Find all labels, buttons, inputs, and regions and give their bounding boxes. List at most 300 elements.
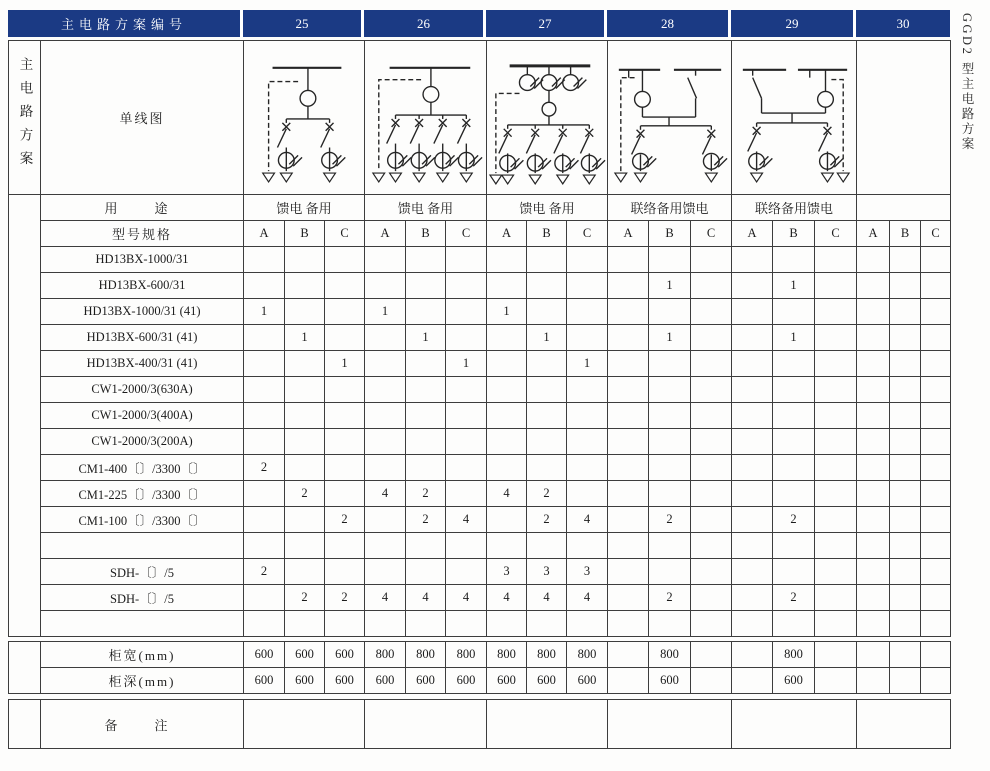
quantity-cell: 2 <box>649 507 691 533</box>
quantity-cell <box>365 377 406 403</box>
quantity-cell <box>487 611 527 637</box>
quantity-cell <box>244 325 285 351</box>
quantity-cell <box>244 481 285 507</box>
quantity-cell <box>921 481 951 507</box>
quantity-cell <box>244 611 285 637</box>
quantity-cell <box>406 403 446 429</box>
quantity-cell <box>857 559 890 585</box>
quantity-cell: 4 <box>567 507 608 533</box>
quantity-cell <box>285 247 325 273</box>
model-label: HD13BX-1000/31 <box>41 247 244 273</box>
quantity-cell <box>285 507 325 533</box>
quantity-cell <box>365 507 406 533</box>
quantity-cell <box>325 455 365 481</box>
quantity-cell: 1 <box>365 299 406 325</box>
quantity-cell <box>732 247 773 273</box>
usage-cell: 馈电 备用 <box>487 195 608 221</box>
cabinet-width-cell: 800 <box>446 642 487 668</box>
quantity-cell: 1 <box>649 273 691 299</box>
left-spacer-column <box>9 700 41 749</box>
quantity-cell: 1 <box>244 299 285 325</box>
quantity-cell <box>649 455 691 481</box>
quantity-cell <box>857 247 890 273</box>
quantity-cell <box>365 351 406 377</box>
quantity-cell <box>815 481 857 507</box>
quantity-cell <box>446 533 487 559</box>
quantity-cell: 2 <box>325 507 365 533</box>
quantity-cell <box>325 611 365 637</box>
diagram-row-label: 单线图 <box>41 41 244 195</box>
quantity-cell <box>649 481 691 507</box>
quantity-cell <box>691 429 732 455</box>
quantity-cell <box>608 481 649 507</box>
model-row <box>9 533 951 559</box>
quantity-cell <box>857 507 890 533</box>
quantity-cell <box>649 299 691 325</box>
quantity-cell <box>608 611 649 637</box>
quantity-cell <box>857 455 890 481</box>
spec-subcolumn: A <box>487 221 527 247</box>
quantity-cell <box>406 273 446 299</box>
spec-subcolumn: A <box>732 221 773 247</box>
quantity-cell <box>921 325 951 351</box>
quantity-cell <box>857 429 890 455</box>
quantity-cell <box>815 585 857 611</box>
quantity-cell: 3 <box>487 559 527 585</box>
quantity-cell: 2 <box>773 507 815 533</box>
quantity-cell <box>921 611 951 637</box>
quantity-cell <box>527 299 567 325</box>
quantity-cell <box>244 507 285 533</box>
cabinet-width-cell <box>857 642 890 668</box>
quantity-cell <box>890 377 921 403</box>
quantity-cell <box>325 559 365 585</box>
cabinet-width-cell: 600 <box>244 642 285 668</box>
quantity-cell: 2 <box>527 481 567 507</box>
cabinet-depth-cell: 600 <box>285 668 325 694</box>
header-scheme-number: 25 <box>243 10 364 37</box>
left-spacer-column <box>9 642 41 694</box>
quantity-cell <box>773 299 815 325</box>
quantity-cell <box>857 481 890 507</box>
quantity-cell: 1 <box>406 325 446 351</box>
model-row <box>9 507 951 533</box>
quantity-cell <box>732 455 773 481</box>
quantity-cell <box>285 377 325 403</box>
quantity-cell <box>921 351 951 377</box>
quantity-cell <box>649 429 691 455</box>
quantity-cell <box>732 585 773 611</box>
model-row <box>9 455 951 481</box>
quantity-cell: 4 <box>527 585 567 611</box>
quantity-cell <box>815 377 857 403</box>
scheme-header-title: 主电路方案编号 <box>8 10 243 37</box>
quantity-cell <box>691 247 732 273</box>
quantity-cell <box>487 325 527 351</box>
cabinet-width-cell <box>921 642 951 668</box>
quantity-cell <box>691 585 732 611</box>
quantity-cell <box>244 403 285 429</box>
remark-cell <box>732 700 857 749</box>
quantity-cell <box>773 403 815 429</box>
quantity-cell <box>732 429 773 455</box>
model-label: SDH-〔〕/5 <box>41 585 244 611</box>
quantity-cell: 4 <box>406 585 446 611</box>
quantity-cell <box>815 299 857 325</box>
quantity-cell <box>773 533 815 559</box>
quantity-cell <box>815 455 857 481</box>
cabinet-width-row <box>9 642 951 668</box>
scheme-26-diagram <box>365 41 487 195</box>
quantity-cell <box>487 455 527 481</box>
quantity-cell <box>325 533 365 559</box>
model-label: HD13BX-600/31 (41) <box>41 325 244 351</box>
model-label: HD13BX-600/31 <box>41 273 244 299</box>
quantity-cell: 3 <box>527 559 567 585</box>
quantity-cell <box>285 533 325 559</box>
cabinet-width-cell <box>732 642 773 668</box>
quantity-cell <box>244 351 285 377</box>
quantity-cell <box>890 429 921 455</box>
usage-row-label: 用 途 <box>41 195 244 221</box>
quantity-cell <box>244 273 285 299</box>
quantity-cell <box>325 299 365 325</box>
model-row <box>9 611 951 637</box>
quantity-cell <box>285 611 325 637</box>
quantity-cell <box>567 455 608 481</box>
cabinet-width-cell: 800 <box>406 642 446 668</box>
quantity-cell <box>608 429 649 455</box>
cabinet-width-cell: 800 <box>649 642 691 668</box>
quantity-cell <box>365 403 406 429</box>
cabinet-depth-cell: 600 <box>244 668 285 694</box>
spec-subcolumn: A <box>365 221 406 247</box>
quantity-cell <box>487 507 527 533</box>
cabinet-width-label: 柜宽(mm) <box>41 642 244 668</box>
quantity-cell <box>691 507 732 533</box>
quantity-cell <box>567 247 608 273</box>
quantity-cell: 2 <box>406 481 446 507</box>
header-scheme-number: 27 <box>486 10 607 37</box>
quantity-cell <box>487 351 527 377</box>
quantity-cell <box>815 273 857 299</box>
quantity-cell: 1 <box>446 351 487 377</box>
model-row <box>9 325 951 351</box>
cabinet-width-cell <box>691 642 732 668</box>
quantity-cell: 1 <box>325 351 365 377</box>
model-label: CW1-2000/3(400A) <box>41 403 244 429</box>
quantity-cell <box>890 403 921 429</box>
quantity-cell <box>487 273 527 299</box>
quantity-cell <box>406 429 446 455</box>
quantity-cell <box>921 533 951 559</box>
cabinet-depth-cell <box>608 668 649 694</box>
quantity-cell <box>567 481 608 507</box>
model-label <box>41 533 244 559</box>
spec-subcolumn: B <box>527 221 567 247</box>
quantity-cell <box>446 273 487 299</box>
remark-cell <box>487 700 608 749</box>
model-label: CM1-100〔〕/3300〔〕 <box>41 507 244 533</box>
quantity-cell <box>890 273 921 299</box>
quantity-cell <box>732 533 773 559</box>
quantity-cell: 4 <box>446 507 487 533</box>
spec-subcolumn: B <box>890 221 921 247</box>
quantity-cell <box>773 429 815 455</box>
quantity-cell <box>325 247 365 273</box>
quantity-cell <box>567 325 608 351</box>
quantity-cell <box>365 611 406 637</box>
quantity-cell <box>691 611 732 637</box>
quantity-cell <box>567 611 608 637</box>
quantity-cell <box>365 273 406 299</box>
quantity-cell: 2 <box>527 507 567 533</box>
cabinet-depth-cell: 600 <box>446 668 487 694</box>
quantity-cell <box>527 611 567 637</box>
quantity-cell <box>365 533 406 559</box>
quantity-cell <box>608 325 649 351</box>
quantity-cell <box>608 377 649 403</box>
quantity-cell <box>649 611 691 637</box>
spec-subcolumn: B <box>649 221 691 247</box>
quantity-cell: 2 <box>285 481 325 507</box>
cabinet-depth-cell: 600 <box>773 668 815 694</box>
quantity-cell <box>691 455 732 481</box>
remark-table <box>8 699 951 749</box>
quantity-cell <box>857 273 890 299</box>
quantity-cell <box>773 455 815 481</box>
spec-subcolumn: A <box>244 221 285 247</box>
quantity-cell <box>285 559 325 585</box>
quantity-cell <box>285 273 325 299</box>
quantity-cell <box>921 429 951 455</box>
quantity-cell <box>732 325 773 351</box>
quantity-cell <box>732 351 773 377</box>
model-row <box>9 247 951 273</box>
quantity-cell <box>406 611 446 637</box>
quantity-cell <box>406 247 446 273</box>
usage-cell <box>857 195 951 221</box>
dimensions-table <box>8 641 951 694</box>
model-row <box>9 585 951 611</box>
model-label: SDH-〔〕/5 <box>41 559 244 585</box>
quantity-cell: 1 <box>649 325 691 351</box>
quantity-cell <box>921 507 951 533</box>
quantity-cell <box>773 351 815 377</box>
quantity-cell <box>446 455 487 481</box>
quantity-cell <box>890 325 921 351</box>
model-label: CM1-400〔〕/3300〔〕 <box>41 455 244 481</box>
spec-subcolumn: C <box>446 221 487 247</box>
quantity-cell <box>365 559 406 585</box>
quantity-cell <box>815 507 857 533</box>
quantity-cell <box>527 247 567 273</box>
quantity-cell <box>815 429 857 455</box>
quantity-cell <box>773 559 815 585</box>
quantity-cell <box>691 325 732 351</box>
quantity-cell <box>608 403 649 429</box>
usage-row <box>9 195 951 221</box>
usage-cell: 联络备用馈电 <box>732 195 857 221</box>
header-scheme-number: 26 <box>364 10 486 37</box>
quantity-cell <box>608 559 649 585</box>
quantity-cell <box>732 273 773 299</box>
model-label: CM1-225〔〕/3300〔〕 <box>41 481 244 507</box>
cabinet-width-cell: 800 <box>527 642 567 668</box>
quantity-cell <box>815 351 857 377</box>
quantity-cell <box>406 559 446 585</box>
main-table <box>8 40 951 637</box>
quantity-cell <box>365 429 406 455</box>
quantity-cell <box>732 559 773 585</box>
side-caption: GGD2 型主电路方案 <box>960 13 974 152</box>
remark-cell <box>608 700 732 749</box>
cabinet-depth-cell <box>691 668 732 694</box>
scheme-30-diagram <box>857 41 951 195</box>
quantity-cell <box>857 325 890 351</box>
quantity-cell <box>815 611 857 637</box>
quantity-cell <box>325 325 365 351</box>
quantity-cell <box>691 559 732 585</box>
quantity-cell <box>567 533 608 559</box>
quantity-cell <box>608 299 649 325</box>
quantity-cell <box>857 533 890 559</box>
quantity-cell: 4 <box>567 585 608 611</box>
quantity-cell <box>446 403 487 429</box>
quantity-cell: 2 <box>244 455 285 481</box>
cabinet-width-cell <box>815 642 857 668</box>
cabinet-depth-cell <box>732 668 773 694</box>
quantity-cell <box>285 429 325 455</box>
quantity-cell <box>608 351 649 377</box>
quantity-cell <box>446 377 487 403</box>
quantity-cell: 1 <box>567 351 608 377</box>
quantity-cell <box>857 299 890 325</box>
scheme-header-row <box>8 10 950 37</box>
spec-subcolumn: B <box>406 221 446 247</box>
cabinet-width-cell: 800 <box>487 642 527 668</box>
model-label <box>41 611 244 637</box>
quantity-cell: 2 <box>244 559 285 585</box>
left-spacer-column <box>9 195 41 637</box>
quantity-cell <box>406 299 446 325</box>
quantity-cell <box>732 403 773 429</box>
quantity-cell <box>890 585 921 611</box>
quantity-cell <box>446 325 487 351</box>
model-row <box>9 559 951 585</box>
spec-subcolumn: B <box>285 221 325 247</box>
quantity-cell: 4 <box>487 585 527 611</box>
model-row <box>9 429 951 455</box>
quantity-cell: 1 <box>527 325 567 351</box>
quantity-cell <box>649 533 691 559</box>
quantity-cell <box>527 533 567 559</box>
quantity-cell <box>406 351 446 377</box>
quantity-cell <box>365 247 406 273</box>
quantity-cell <box>691 299 732 325</box>
spec-subcolumn: C <box>921 221 951 247</box>
header-scheme-number: 30 <box>856 10 950 37</box>
model-row <box>9 351 951 377</box>
quantity-cell <box>244 533 285 559</box>
quantity-cell: 1 <box>285 325 325 351</box>
quantity-cell <box>567 299 608 325</box>
quantity-cell <box>487 247 527 273</box>
quantity-cell <box>921 585 951 611</box>
quantity-cell <box>773 377 815 403</box>
quantity-cell: 2 <box>285 585 325 611</box>
cabinet-width-cell: 800 <box>365 642 406 668</box>
quantity-cell <box>608 273 649 299</box>
quantity-cell <box>285 403 325 429</box>
quantity-cell <box>890 299 921 325</box>
scheme-25-diagram <box>244 41 365 195</box>
quantity-cell <box>921 377 951 403</box>
cabinet-depth-cell: 600 <box>487 668 527 694</box>
model-row <box>9 299 951 325</box>
diagram-row <box>9 41 951 195</box>
header-scheme-number: 29 <box>731 10 856 37</box>
quantity-cell <box>921 247 951 273</box>
quantity-cell <box>857 611 890 637</box>
quantity-cell <box>732 611 773 637</box>
quantity-cell <box>732 299 773 325</box>
quantity-cell: 4 <box>365 481 406 507</box>
quantity-cell: 2 <box>773 585 815 611</box>
remark-row <box>9 700 951 749</box>
quantity-cell <box>325 403 365 429</box>
quantity-cell: 2 <box>406 507 446 533</box>
quantity-cell <box>325 429 365 455</box>
model-row <box>9 481 951 507</box>
spec-subcolumn: C <box>325 221 365 247</box>
quantity-cell <box>773 247 815 273</box>
quantity-cell: 3 <box>567 559 608 585</box>
quantity-cell <box>406 455 446 481</box>
quantity-cell <box>890 507 921 533</box>
cabinet-depth-cell: 600 <box>649 668 691 694</box>
quantity-cell <box>608 247 649 273</box>
quantity-cell <box>446 247 487 273</box>
cabinet-depth-cell <box>890 668 921 694</box>
quantity-cell <box>815 559 857 585</box>
vertical-section-label: 主电路方案 <box>9 41 41 195</box>
quantity-cell <box>890 351 921 377</box>
quantity-cell <box>285 299 325 325</box>
quantity-cell <box>567 403 608 429</box>
quantity-cell <box>857 585 890 611</box>
cabinet-depth-cell <box>921 668 951 694</box>
cabinet-depth-label: 柜深(mm) <box>41 668 244 694</box>
quantity-cell <box>691 273 732 299</box>
remark-label: 备 注 <box>41 700 244 749</box>
model-row <box>9 377 951 403</box>
quantity-cell <box>567 273 608 299</box>
spec-subcolumn: A <box>608 221 649 247</box>
quantity-cell <box>244 429 285 455</box>
quantity-cell: 4 <box>446 585 487 611</box>
quantity-cell <box>527 403 567 429</box>
quantity-cell <box>285 351 325 377</box>
quantity-cell: 4 <box>365 585 406 611</box>
quantity-cell <box>406 377 446 403</box>
quantity-cell <box>446 481 487 507</box>
remark-cell <box>857 700 951 749</box>
quantity-cell <box>406 533 446 559</box>
scheme-29-diagram <box>732 41 857 195</box>
quantity-cell <box>815 533 857 559</box>
scheme-27-diagram <box>487 41 608 195</box>
